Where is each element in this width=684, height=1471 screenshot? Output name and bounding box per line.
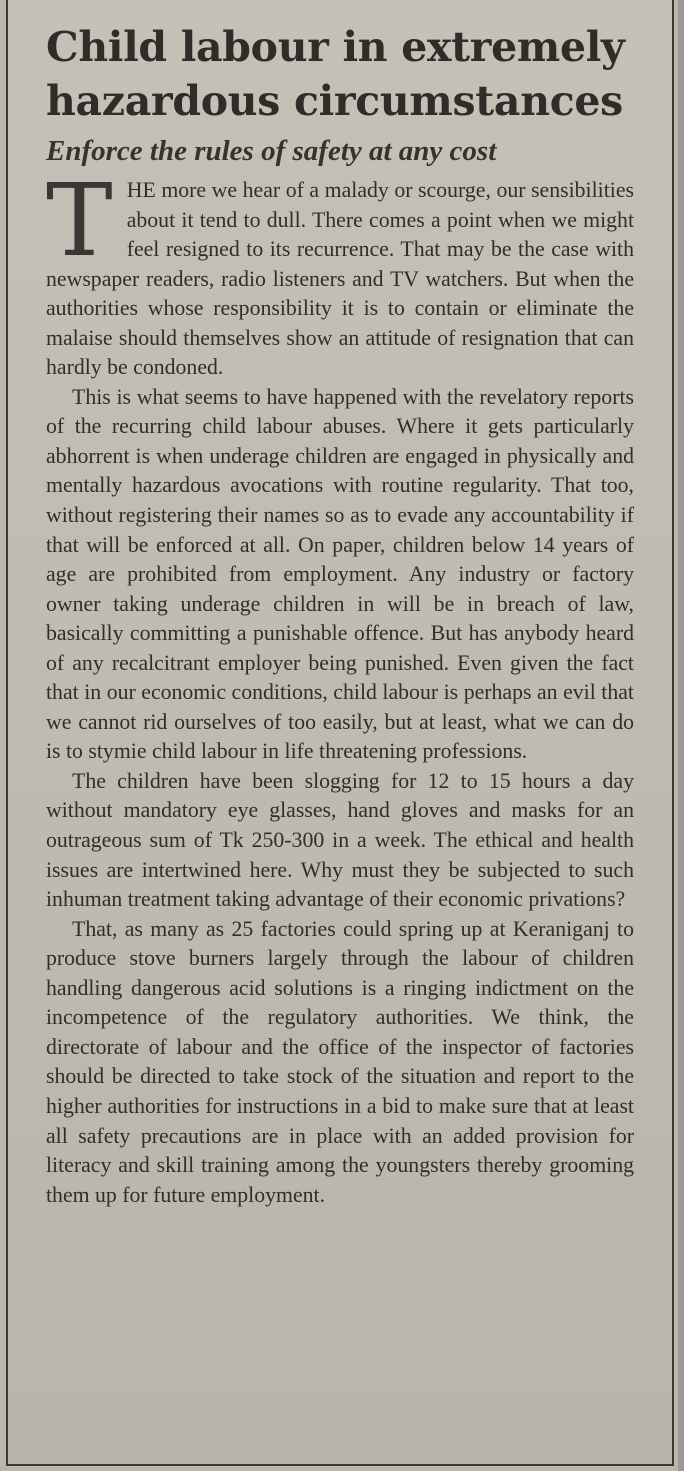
paragraph-1	[46, 162, 634, 383]
paragraph-2: This is what seems to have happened with the revelatory reports of the recurring child labour abuses. Where it gets particularly abhorrent is when underage children are engaged in physically and mentally hazardous avocations with routine regularity. That too, without registering their names so as to evade any accountability if that will be enforced at all. On paper, children below 14 years of age are prohibited from employment. Any industry or factory owner taking underage children in will be in breach of law, basically committing a punishable offence. But has anybody heard of any recalcitrant employer being punished. Even given the fact that in our economic conditions, child labour is perhaps an evil that we cannot rid ourselves of too easily, but at least, what we can do is to stymie child labour in life threatening professions.	[46, 384, 634, 764]
paragraph-4: That, as many as 25 factories could spring up at Keraniganj to produce stove burners largely through the labour of children handling dangerous acid solutions is a ringing indictment on the incompetence of the regulatory authorities. We think, the directorate of labour and the office of the inspector of factories should be directed to take stock of the situation and report to the higher authorities for instructions in a bid to make sure that at least all safety precautions are in place with an added provision for literacy and skill training among the youngsters thereby grooming them up for future employment.	[46, 916, 634, 1207]
headline: Child labour in extremely hazardous circumstances	[46, 23, 625, 125]
paragraph-3: The children have been slogging for 12 to 15 hours a day without mandatory eye glasses, hand gloves and masks for an outrageous sum of Tk 250-300 in a week. The ethical and health issues are intertwined here. Why must they be subjected to such inhuman treatment taking advantage of their economic privations?	[46, 768, 634, 912]
subheadline: Enforce the rules of safety at any cost	[46, 135, 497, 167]
drop-cap: T	[46, 162, 113, 279]
editorial-article	[46, 20, 634, 1210]
newspaper-clipping	[6, 0, 674, 1466]
article-body	[46, 162, 634, 1210]
page-edge	[678, 0, 684, 1471]
paragraph-1-text: HE more we hear of a malady or scourge, our sensibilities about it tend to dull. There comes a point when we might feel resigned to its recurrence. That may be the case with newspaper readers, radio listeners and TV watchers. But when the authorities whose responsibility it is to contain or eliminate the malaise should themselves show an attitude of resignation that can hardly be condoned.	[46, 178, 634, 380]
